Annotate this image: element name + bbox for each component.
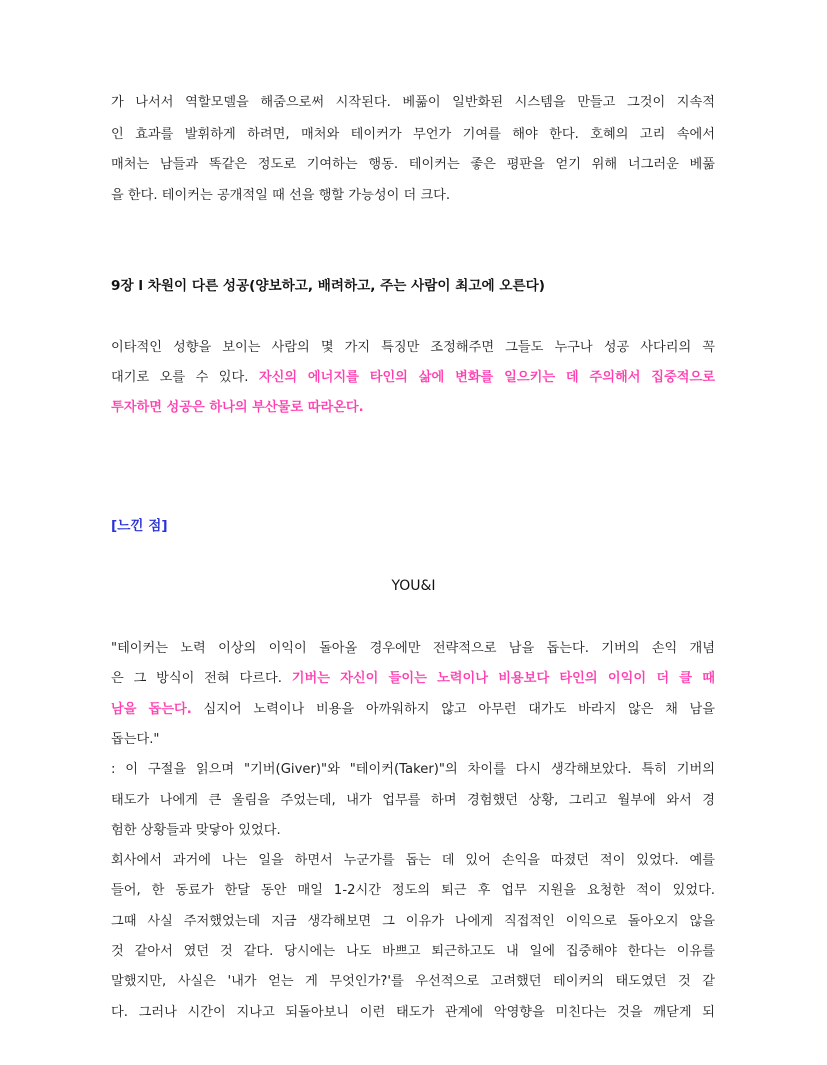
- paragraph-line: 이타적인 성향을 보이는 사람의 몇 가지 특징만 조정해주면 그들도 누구나 성공 사다리의 꼭: [111, 340, 715, 355]
- paragraph-line: 그때 사실 주저했었는데 지금 생각해보면 그 이유가 나에게 직접적인 이익으로 돌아오지 않을: [111, 914, 715, 929]
- highlighted-text: 투자하면 성공은 하나의 부산물로 따라온다.: [111, 400, 364, 415]
- paragraph-line: [111, 369, 715, 387]
- highlighted-text: 남을 돕는다.: [111, 702, 192, 717]
- paragraph-line: 들어, 한 동료가 한달 동안 매일 1-2시간 정도의 퇴근 후 업무 지원을 요청한 적이 있었다.: [111, 883, 715, 898]
- center-title: YOU&I: [391, 578, 436, 594]
- highlighted-text: 자신의 에너지를 타인의 삶에 변화를 일으키는 데 주의해서 집중적으로: [258, 370, 715, 385]
- paragraph-line: 회사에서 과거에 나는 일을 하면서 누군가를 돕는 데 있어 손익을 따졌던 적이 있었다. 예를: [111, 853, 715, 868]
- highlighted-text: 기버는 자신이 들이는 노력이나 비용보다 타인의 이익이 더 클 때: [291, 671, 715, 686]
- plain-text: 은 그 방식이 전혀 다르다.: [111, 671, 292, 686]
- paragraph-line: 을 한다. 테이커는 공개적일 때 선을 행할 가능성이 더 크다.: [111, 188, 451, 203]
- paragraph-line: 것 같아서 였던 것 같다. 당시에는 나도 바쁘고 퇴근하고도 내 일에 집중해야 한다는 이유를: [111, 944, 715, 959]
- paragraph-line: 가 나서서 역할모델을 해줌으로써 시작된다. 베풂이 일반화된 시스템을 만들고 그것이 지속적: [111, 95, 715, 110]
- paragraph-line: 인 효과를 발휘하게 하려면, 매처와 테이커가 무언가 기여를 해야 한다. 호혜의 고리 속에서: [111, 127, 715, 142]
- paragraph-line: 매처는 남들과 똑같은 정도로 기여하는 행동. 테이커는 좋은 평판을 얻기 위해 너그러운 베풂: [111, 157, 715, 172]
- paragraph-line: 말했지만, 사실은 '내가 얻는 게 무엇인가?'를 우선적으로 고려했던 테이커의 태도였던 것 같: [111, 974, 715, 989]
- quote-line: "테이커는 노력 이상의 이익이 돌아올 경우에만 전략적으로 남을 돕는다. 기버의 손익 개념: [111, 641, 715, 656]
- chapter-heading: 9장 l 차원이 다른 성공(양보하고, 배려하고, 주는 사람이 최고에 오른다): [111, 278, 546, 294]
- paragraph-line: 태도가 나에게 큰 울림을 주었는데, 내가 업무를 하며 경험했던 상황, 그리고 월부에 와서 경: [111, 793, 715, 808]
- quote-line: [111, 670, 715, 688]
- plain-text: 대기로 오를 수 있다.: [111, 370, 259, 385]
- quote-line: 돕는다.": [111, 732, 160, 747]
- plain-text: 심지어 노력이나 비용을 아까워하지 않고 아무런 대가도 바라지 않은 채 남을: [191, 702, 716, 717]
- quote-line: [111, 701, 715, 719]
- paragraph-line: : 이 구절을 읽으며 "기버(Giver)"와 "테이커(Taker)"의 차이를 다시 생각해보았다. 특히 기버의: [111, 762, 715, 777]
- paragraph-line: 다. 그러나 시간이 지나고 되돌아보니 이런 태도가 관계에 악영향을 미친다는 것을 깨닫게 되: [111, 1005, 715, 1020]
- paragraph-line: 험한 상황들과 맞닿아 있었다.: [111, 823, 281, 838]
- section-heading: [느낀 점]: [111, 518, 168, 534]
